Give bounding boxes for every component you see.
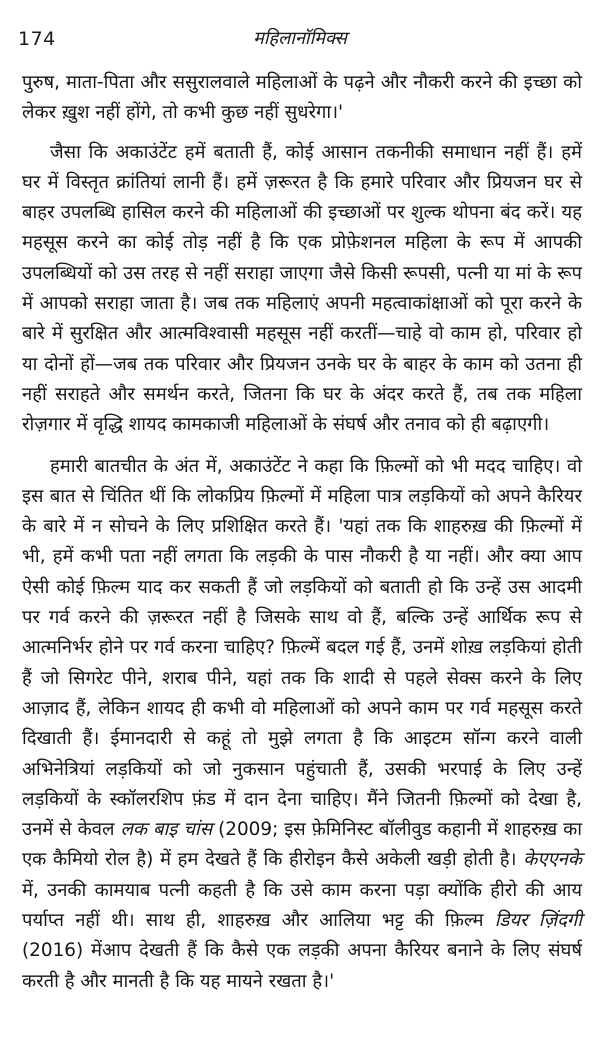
paragraph-continuation: पुरुष, माता-पिता और ससुरालवाले महिलाओं के पढ़ने और नौकरी करने की इच्छा को लेकर ख़ुश नहीं होंगे, तो कभी कुछ नहीं सुधरेगा।': [22, 72, 582, 124]
paragraph-films-part1: हमारी बातचीत के अंत में, अकाउंटेंट ने कहा कि फ़िल्मों को भी मदद चाहिए। वो इस बात से चिंतित थीं कि लोकप्रिय फ़िल्मों में महिला पात्र लड़कियों को अपने कैरियर के बारे में न सोचने के लिए प्रशिक्षित करते हैं। 'यहां तक कि शाहरुख़ की फ़िल्मों में भी, हमें कभी पता नहीं लगता कि लड़की के पास नौकरी है या नहीं। और क्या आप ऐसी कोई फ़िल्म याद कर सकती हैं जो लड़कियों को बताती हो कि उन्हें उस आदमी पर गर्व करने की ज़रूरत नहीं है जिसके साथ वो हैं, बल्कि उन्हें आर्थिक रूप से आत्मनिर्भर होने पर गर्व करना चाहिए? फ़िल्में बदल गई हैं, उनमें शोख़ लड़कियां होती हैं जो सिगरेट पीने, शराब पीने, यहां तक कि शादी से पहले सेक्स करने के लिए आज़ाद हैं, लेकिन शायद ही कभी वो महिलाओं को अपने काम पर गर्व महसूस करते दिखाती हैं। ईमानदारी से कहूं तो मुझे लगता है कि आइटम सॉन्ग करने वाली अभिनेत्रियां लड़कियों को जो नुकसान पहुंचाती हैं, उसकी भरपाई के लिए उन्हें लड़कियों के स्कॉलरशिप फ़ंड में दान देना चाहिए। मैंने जितनी फ़िल्मों को देखा है, उनमें से केवल: [22, 455, 582, 841]
film-title-kank: केएएनके: [523, 849, 582, 871]
paragraph-accountant-solutions: जैसा कि अकाउंटेंट हमें बताती हैं, कोई आसान तकनीकी समाधान नहीं हैं। हमें घर में विस्तृत क्रांतियां लानी हैं। हमें ज़रूरत है कि हमारे परिवार और प्रियजन घर से बाहर उपलब्धि हासिल करने की महिलाओं की इच्छाओं पर शुल्क थोपना बंद करें। यह महसूस करने का कोई तोड़ नहीं है कि एक प्रोफ़ेशनल महिला के रूप में आपकी उपलब्धियों को उस तरह से नहीं सराहा जाएगा जैसे किसी रूपसी, पत्नी या मां के रूप में आपको सराहा जाता है। जब तक महिलाएं अपनी महत्वाकांक्षाओं को पूरा करने के बारे में सुरक्षित और आत्मविश्वासी महसूस नहीं करतीं—चाहे वो काम हो, परिवार हो या दोनों हों—जब तक परिवार और प्रियजन उनके घर के बाहर के काम को उतना ही नहीं सराहते और समर्थन करते, जितना कि घर के अंदर करते हैं, तब तक महिला रोज़गार में वृद्धि शायद कामकाजी महिलाओं के संघर्ष और तनाव को ही बढ़ाएगी।: [22, 141, 582, 436]
paragraph-films-part3: में, उनकी कामयाब पत्नी कहती है कि उसे काम करना पड़ा क्योंकि हीरो की आय पर्याप्त नहीं थी। साथ ही, शाहरुख़ और आलिया भट्ट की फ़िल्म: [22, 879, 582, 932]
film-title-luck-by-chance: लक बाइ चांस: [120, 819, 213, 841]
paragraph-films-part4: (2016) मेंआप देखती हैं कि कैसे एक लड़की अपना कैरियर बनाने के लिए संघर्ष करती है और मानती है कि यह मायने रखता है।': [22, 940, 582, 992]
paragraph-films-part2: (2009; इस फ़ेमिनिस्ट बॉलीवुड कहानी में शाहरुख़ का एक कैमियो रोल है) में हम देखते हैं कि हीरोइन कैसे अकेली खड़ी होती है।: [22, 819, 582, 871]
film-title-dear-zindagi: डियर ज़िंदगी: [494, 910, 582, 932]
running-header-title: महिलानॉमिक्स: [253, 28, 347, 49]
body-text: [22, 68, 582, 1005]
paragraph-films: [22, 452, 582, 997]
page-number: 174: [18, 28, 56, 50]
